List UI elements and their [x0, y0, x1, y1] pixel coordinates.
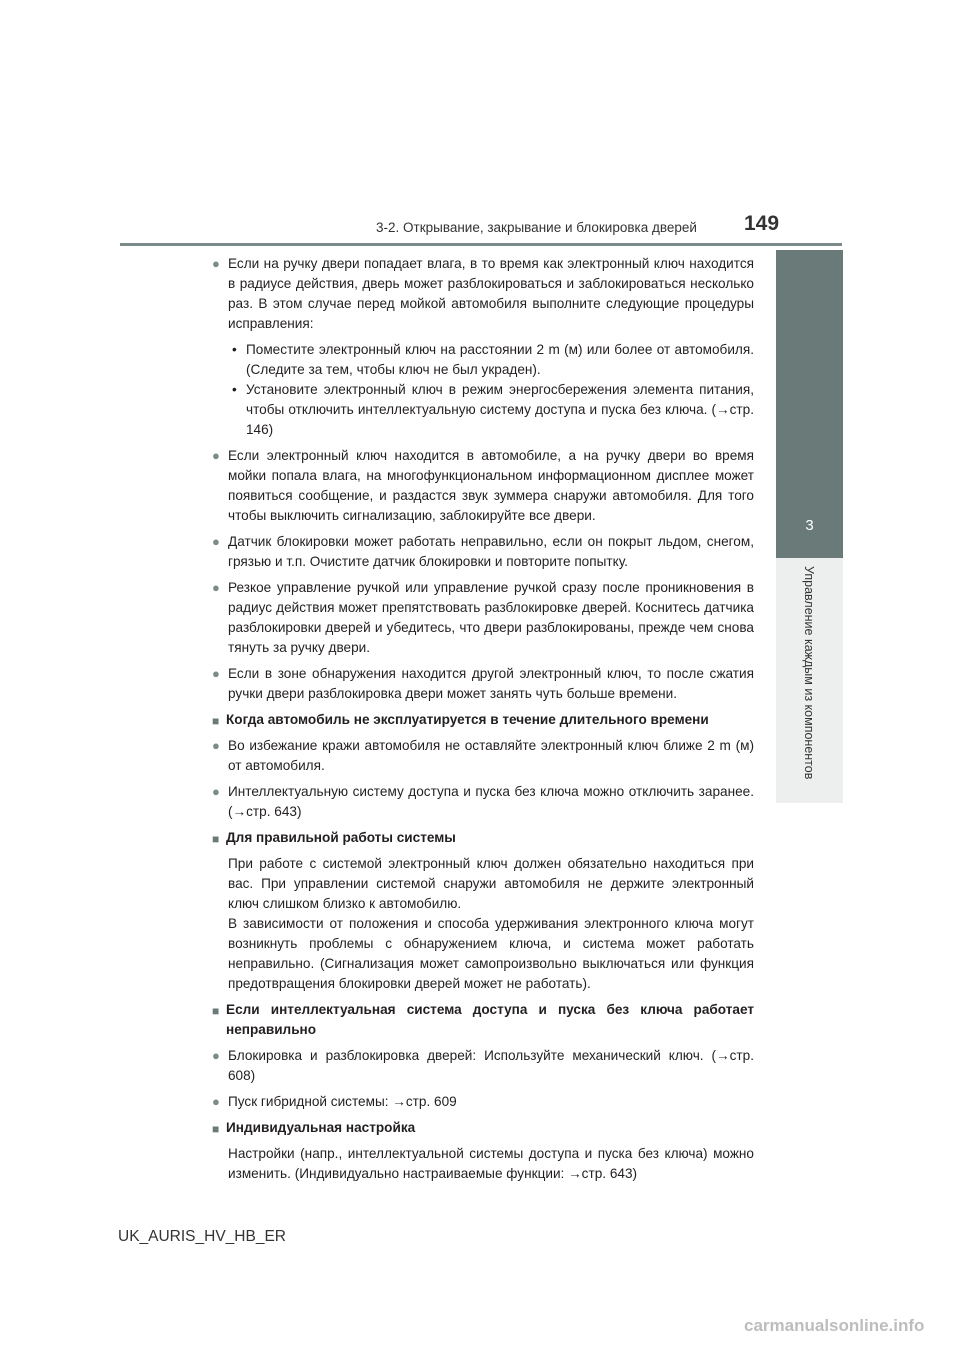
list-item-text: Блокировка и разблокировка дверей: Используйте механический ключ. (→стр. 608): [228, 1048, 754, 1083]
list-item: [212, 532, 754, 572]
section-heading: [212, 828, 754, 848]
section-heading: [212, 710, 754, 730]
list-item: [212, 254, 754, 334]
list-item-text: Если электронный ключ находится в автомобиле, а на ручку двери во время мойки попала влага, на многофункциональном информационном дисплее может появиться сообщение, и раздастся звук зуммера снаружи автомобиля. Для того чтобы выключить сигнализацию, заблокируйте все двери.: [228, 448, 754, 523]
list-item-text: Датчик блокировки может работать неправильно, если он покрыт льдом, снегом, грязью и т.п. Очистите датчик блокировки и повторите попытку.: [228, 534, 754, 569]
paragraph: Настройки (напр., интеллектуальной системы доступа и пуска без ключа) можно изменить. (Индивидуально настраиваемые функции: →стр. 643): [228, 1146, 754, 1181]
bullet-icon: ●: [212, 1094, 220, 1109]
paragraph: При работе с системой электронный ключ должен обязательно находиться при вас. При управлении системой снаружи автомобиля не держите электронный ключ слишком близко к автомобилю.: [228, 856, 754, 911]
sub-item: [228, 340, 754, 380]
list-item: [212, 1092, 754, 1112]
paragraph-group: [212, 854, 754, 994]
bullet-icon: ●: [212, 666, 220, 681]
page-number: 149: [744, 212, 780, 235]
bullet-icon: ●: [212, 1048, 220, 1063]
page-content: [212, 254, 754, 1190]
section-heading-text: Если интеллектуальная система доступа и пуска без ключа работает неправильно: [226, 1002, 754, 1037]
list-item: [212, 1046, 754, 1086]
section-heading-text: Для правильной работы системы: [226, 830, 456, 845]
watermark: carmanualsonline.info: [744, 1316, 925, 1335]
sub-item-text: Поместите электронный ключ на расстоянии 2 m (м) или более от автомобиля. (Следите за тем, чтобы ключ не был украден).: [246, 342, 754, 377]
list-item-text: Если в зоне обнаружения находится другой электронный ключ, то после сжатия ручки двери разблокировка двери может занять чуть больше времени.: [228, 666, 754, 701]
chapter-label: Управление каждым из компонентов: [802, 566, 816, 780]
list-item-text: Резкое управление ручкой или управление ручкой сразу после проникновения в радиус действия может препятствовать разблокировке дверей. Коснитесь датчика разблокировки дверей и убедитесь, что двери разблокированы, прежде чем снова тянуть за ручку двери.: [228, 580, 754, 655]
bullet-icon: ●: [212, 256, 220, 271]
square-icon: ■: [212, 714, 220, 728]
bullet-icon: ●: [212, 784, 220, 799]
chapter-tab: [776, 250, 843, 558]
bullet-icon: ●: [212, 534, 220, 549]
list-item: [212, 664, 754, 704]
list-item: [212, 782, 754, 822]
list-item: [212, 446, 754, 526]
sub-item-text: Установите электронный ключ в режим энергосбережения элемента питания, чтобы отключить интеллектуальную систему доступа и пуска без ключа. (→стр. 146): [246, 382, 754, 437]
paragraph: В зависимости от положения и способа удерживания электронного ключа могут возникнуть проблемы с обнаружением ключа, и система может работать неправильно. (Сигнализация может самопроизвольно выключаться или функция предотвращения блокировки дверей может не работать).: [228, 916, 754, 991]
section-heading-text: Когда автомобиль не эксплуатируется в течение длительного времени: [226, 712, 709, 727]
square-icon: ■: [212, 1122, 220, 1136]
list-item: [212, 578, 754, 658]
header-divider: [120, 243, 842, 246]
list-item-text: Если на ручку двери попадает влага, в то время как электронный ключ находится в радиусе действия, дверь может разблокироваться и заблокироваться несколько раз. В этом случае перед мойкой автомобиля выполните следующие процедуры исправления:: [228, 256, 754, 331]
list-item-text: Во избежание кражи автомобиля не оставляйте электронный ключ ближе 2 m (м) от автомобиля.: [228, 738, 754, 773]
bullet-icon: ●: [212, 580, 220, 595]
document-code: UK_AURIS_HV_HB_ER: [118, 1228, 286, 1245]
section-heading: [212, 1000, 754, 1040]
section-heading: [212, 1118, 754, 1138]
paragraph-group: [212, 1144, 754, 1184]
list-item: [212, 736, 754, 776]
sub-item: [228, 380, 754, 440]
dot-icon: •: [232, 342, 237, 357]
dot-icon: •: [232, 382, 237, 397]
square-icon: ■: [212, 1004, 220, 1018]
list-item-text: Пуск гибридной системы: →стр. 609: [228, 1094, 457, 1109]
chapter-number: 3: [805, 517, 814, 534]
list-item-text: Интеллектуальную систему доступа и пуска без ключа можно отключить заранее. (→стр. 643): [228, 784, 754, 819]
bullet-icon: ●: [212, 738, 220, 753]
bullet-icon: ●: [212, 448, 220, 463]
sub-list: [212, 340, 754, 440]
square-icon: ■: [212, 832, 220, 846]
section-heading-text: Индивидуальная настройка: [226, 1120, 416, 1135]
running-header: 3-2. Открывание, закрывание и блокировка дверей: [376, 220, 697, 235]
